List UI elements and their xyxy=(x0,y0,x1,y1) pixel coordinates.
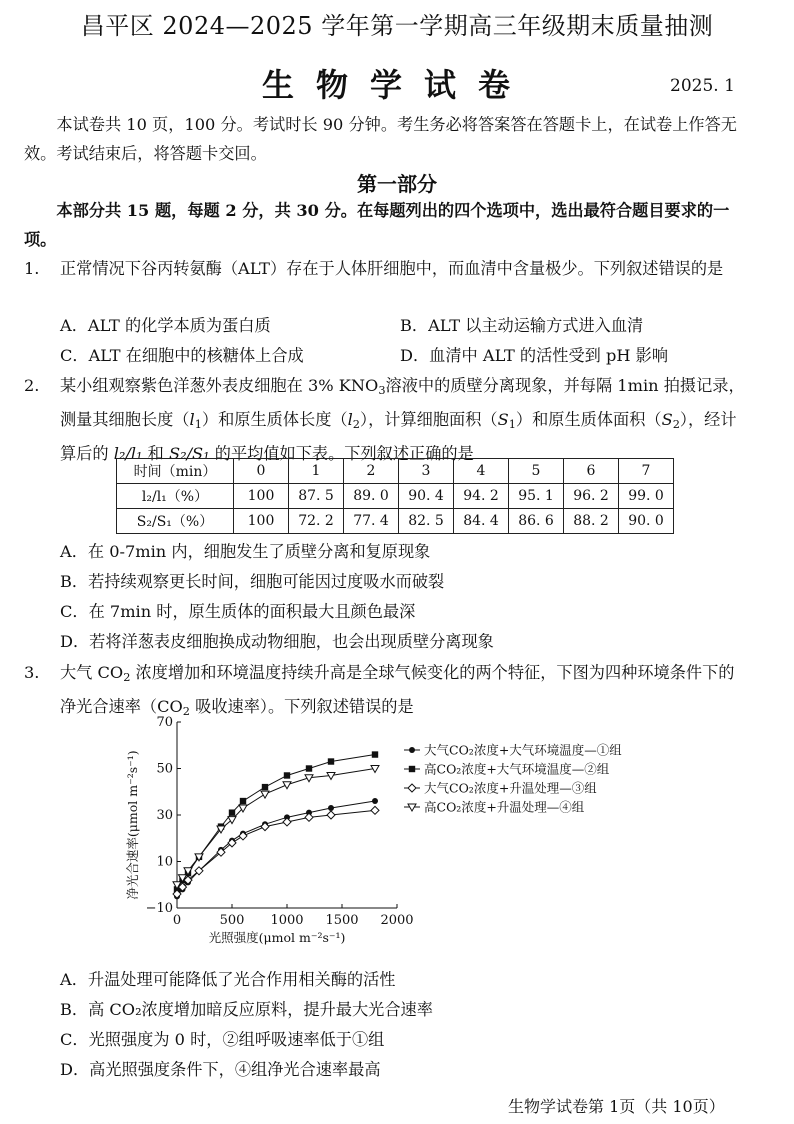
data-point-series-2 xyxy=(328,758,334,764)
x-tick-label: 500 xyxy=(219,913,245,928)
table-cell: 90. 4 xyxy=(399,484,454,509)
table-cell: 72. 2 xyxy=(289,509,344,534)
data-point-series-2 xyxy=(306,765,312,771)
legend-marker xyxy=(409,747,415,753)
x-axis-label: 光照强度(μmol m⁻²s⁻¹) xyxy=(208,930,346,945)
exam-instructions: 本试卷共 10 页，100 分。考试时长 90 分钟。考生务必将答案答在答题卡上，在试卷上作答无效。考试结束后，将答题卡交回。 xyxy=(24,115,737,163)
table-cell: S₂/S₁（%） xyxy=(117,509,234,534)
data-point-series-2 xyxy=(240,798,246,804)
option-d[interactable]: D．高光照强度条件下，④组净光合速率最高 xyxy=(60,1060,381,1079)
table-cell: 96. 2 xyxy=(564,484,619,509)
data-point-series-2 xyxy=(284,772,290,778)
x-tick-label: 1500 xyxy=(325,913,359,928)
table-cell: 99. 0 xyxy=(619,484,674,509)
table-header-cell: 1 xyxy=(289,459,344,484)
question-stem: 大气 $CO_2$ 浓度增加和环境温度持续升高是全球气候变化的两个特征，下图为四种环境条件下的净光合速率（$CO_2$ 吸收速率）。下列叙述错误的是 xyxy=(60,663,735,718)
option-b[interactable]: B．高 CO₂浓度增加暗反应原料，提升最大光合速率 xyxy=(60,1000,433,1019)
data-point-series-3 xyxy=(283,818,291,826)
table-header-cell: 3 xyxy=(399,459,454,484)
table-cell: 100 xyxy=(234,509,289,534)
table-row xyxy=(117,509,674,534)
question-2 xyxy=(24,371,746,468)
table-cell: 82. 5 xyxy=(399,509,454,534)
data-point-series-1 xyxy=(328,805,334,811)
table-row xyxy=(117,484,674,509)
option-a[interactable]: A．ALT 的化学本质为蛋白质 xyxy=(60,316,271,335)
table-cell: 86. 6 xyxy=(509,509,564,534)
option-b[interactable]: B．ALT 以主动运输方式进入血清 xyxy=(400,316,644,335)
option-d[interactable]: D．血清中 ALT 的活性受到 pH 影响 xyxy=(400,346,669,365)
x-tick-label: 1000 xyxy=(270,913,304,928)
legend-marker xyxy=(408,784,416,792)
data-point-series-3 xyxy=(305,813,313,821)
table-header-cell: 2 xyxy=(344,459,399,484)
question-number: 3. xyxy=(24,663,40,682)
option-a[interactable]: A．升温处理可能降低了光合作用相关酶的活性 xyxy=(60,970,396,989)
table-header-row xyxy=(117,459,674,484)
option-b[interactable]: B．若持续观察更长时间，细胞可能因过度吸水而破裂 xyxy=(60,572,445,591)
question-number: 1. xyxy=(24,259,40,278)
data-point-series-3 xyxy=(371,806,379,814)
legend-label: 高CO₂浓度+升温处理—④组 xyxy=(424,799,585,815)
table-cell: 84. 4 xyxy=(454,509,509,534)
question-stem: 某小组观察紫色洋葱外表皮细胞在 3% $KNO_3$溶液中的质壁分离现象，并每隔 1min 拍摄记录，测量其细胞长度$(l_1)$和原生质体长度$(l_2)$，计算细胞面积$(S_1)$和原生质体面积$(S_2)$，经计算后的 l₂/l₁ 和 S₂/S₁ 的平均值如下表。下列叙述正确的是 xyxy=(60,376,745,463)
exam-date: 2025. 1 xyxy=(670,76,735,96)
table-cell: 88. 2 xyxy=(564,509,619,534)
table-header-cell: 4 xyxy=(454,459,509,484)
table-header-cell: 7 xyxy=(619,459,674,484)
table-cell: 100 xyxy=(234,484,289,509)
part-title: 第一部分 xyxy=(357,172,437,196)
series-line-2 xyxy=(177,755,375,890)
exam-title: 昌平区 2024—2025 学年第一学期高三年级期末质量抽测 xyxy=(80,12,714,40)
table-cell: 87. 5 xyxy=(289,484,344,509)
option-c[interactable]: C．在 7min 时，原生质体的面积最大且颜色最深 xyxy=(60,602,416,621)
option-c[interactable]: C．ALT 在细胞中的核糖体上合成 xyxy=(60,346,304,365)
page-footer: 生物学试卷第 1页（共 10页） xyxy=(508,1097,725,1116)
data-point-series-3 xyxy=(327,811,335,819)
legend-label: 大气CO₂浓度+升温处理—③组 xyxy=(424,780,597,796)
series-line-1 xyxy=(177,801,375,896)
subject-title: 生物学试卷 xyxy=(261,66,532,104)
part-description: 本部分共 15 题，每题 2 分，共 30 分。在每题列出的四个选项中，选出最符合题目要求的一项。 xyxy=(24,201,730,249)
table-cell: 94. 2 xyxy=(454,484,509,509)
data-point-series-2 xyxy=(229,809,235,815)
question-stem: 正常情况下谷丙转氨酶（ALT）存在于人体肝细胞中，而血清中含量极少。下列叙述错误的是 xyxy=(60,259,724,278)
table-cell: l₂/l₁（%） xyxy=(117,484,234,509)
data-point-series-1 xyxy=(372,798,378,804)
y-tick-label: −10 xyxy=(145,901,173,916)
legend-label: 高CO₂浓度+大气环境温度—②组 xyxy=(424,761,610,777)
question-1-options xyxy=(60,311,740,371)
option-a[interactable]: A．在 0-7min 内，细胞发生了质壁分离和复原现象 xyxy=(60,542,431,561)
x-tick-label: 0 xyxy=(172,913,182,928)
data-point-series-4 xyxy=(261,791,269,798)
option-d[interactable]: D．若将洋葱表皮细胞换成动物细胞，也会出现质壁分离现象 xyxy=(60,632,494,651)
legend-label: 大气CO₂浓度+大气环境温度—①组 xyxy=(424,742,622,758)
question-number: 2. xyxy=(24,376,40,395)
photosynthesis-chart xyxy=(120,712,660,962)
y-tick-label: 50 xyxy=(156,761,173,777)
table-cell: 77. 4 xyxy=(344,509,399,534)
question-1 xyxy=(24,254,746,283)
x-tick-label: 2000 xyxy=(380,913,414,928)
data-table xyxy=(116,458,674,534)
table-header-cell: 6 xyxy=(564,459,619,484)
data-point-series-4 xyxy=(283,782,291,789)
series-line-3 xyxy=(177,810,375,894)
data-point-series-2 xyxy=(372,751,378,757)
y-tick-label: 10 xyxy=(156,854,173,870)
legend-marker xyxy=(409,766,415,772)
y-tick-label: 70 xyxy=(156,715,173,730)
table-cell: 95. 1 xyxy=(509,484,564,509)
data-point-series-2 xyxy=(262,784,268,790)
table-cell: 90. 0 xyxy=(619,509,674,534)
option-c[interactable]: C．光照强度为 0 时，②组呼吸速率低于①组 xyxy=(60,1030,385,1049)
table-header-cell: 5 xyxy=(509,459,564,484)
table-cell: 89. 0 xyxy=(344,484,399,509)
series-line-4 xyxy=(177,769,375,885)
y-axis-label: 净光合速率(μmol m⁻²s⁻¹) xyxy=(125,750,140,900)
table-header-cell: 0 xyxy=(234,459,289,484)
y-tick-label: 30 xyxy=(156,808,173,823)
table-header-cell: 时间（min） xyxy=(117,459,234,484)
